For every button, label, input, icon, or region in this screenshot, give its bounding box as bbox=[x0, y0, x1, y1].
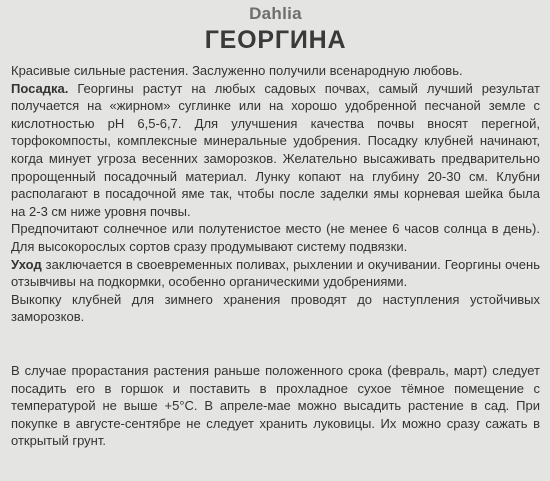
spacer bbox=[11, 326, 540, 362]
location-paragraph: Предпочитают солнечное или полутенистое место (не менее 6 часов солнца в день). Для высокорослых сортов сразу продумывают систему подвязки. bbox=[11, 221, 540, 254]
latin-name: Dahlia bbox=[249, 4, 302, 23]
planting-label: Посадка. bbox=[11, 80, 69, 96]
care-paragraph bbox=[11, 256, 540, 291]
care-text: заключается в своевременных поливах, рыхлении и окучивании. Георгины очень отзывчивы на подкормки, особенно органическими удобрениями. bbox=[11, 256, 540, 290]
planting-text: Георгины растут на любых садовых почвах, самый лучший результат получается на «жирном» суглинке или на хорошо удобренной песчаной земле с кислотностью рН 6,5-6,7. Для улучшения качества почвы вносят перегной, торфокомпосты, комплексные минеральные удобрения. Посадку клубней начинают, когда минует угроза весенних заморозков. Желательно высаживать предварительно пророщенный посадочный материал. Лунку копают на глубину 20-30 см. Клубни располагают в посадочной яме так, чтобы после заделки ямы корневая шейка была на 2-3 см ниже уровня почвы. bbox=[11, 80, 540, 219]
planting-paragraph bbox=[11, 80, 540, 221]
description-body bbox=[11, 62, 540, 450]
intro-paragraph: Красивые сильные растения. Заслуженно получили всенародную любовь. bbox=[11, 63, 463, 78]
digging-paragraph: Выкопку клубней для зимнего хранения проводят до наступления устойчивых заморозков. bbox=[11, 291, 540, 325]
care-label: Уход bbox=[11, 256, 42, 272]
page-title: ГЕОРГИНА bbox=[204, 26, 347, 54]
sprouting-note-paragraph: В случае прорастания растения раньше положенного срока (февраль, март) следует посадить его в горшок и поставить в прохладное сухое тёмное помещение с температурой не выше +5°С. В апреле-мае можно высадить растение в сад. При покупке в августе-сентябре не следует хранить луковицы. Их можно сразу сажать в открытый грунт. bbox=[11, 362, 540, 449]
